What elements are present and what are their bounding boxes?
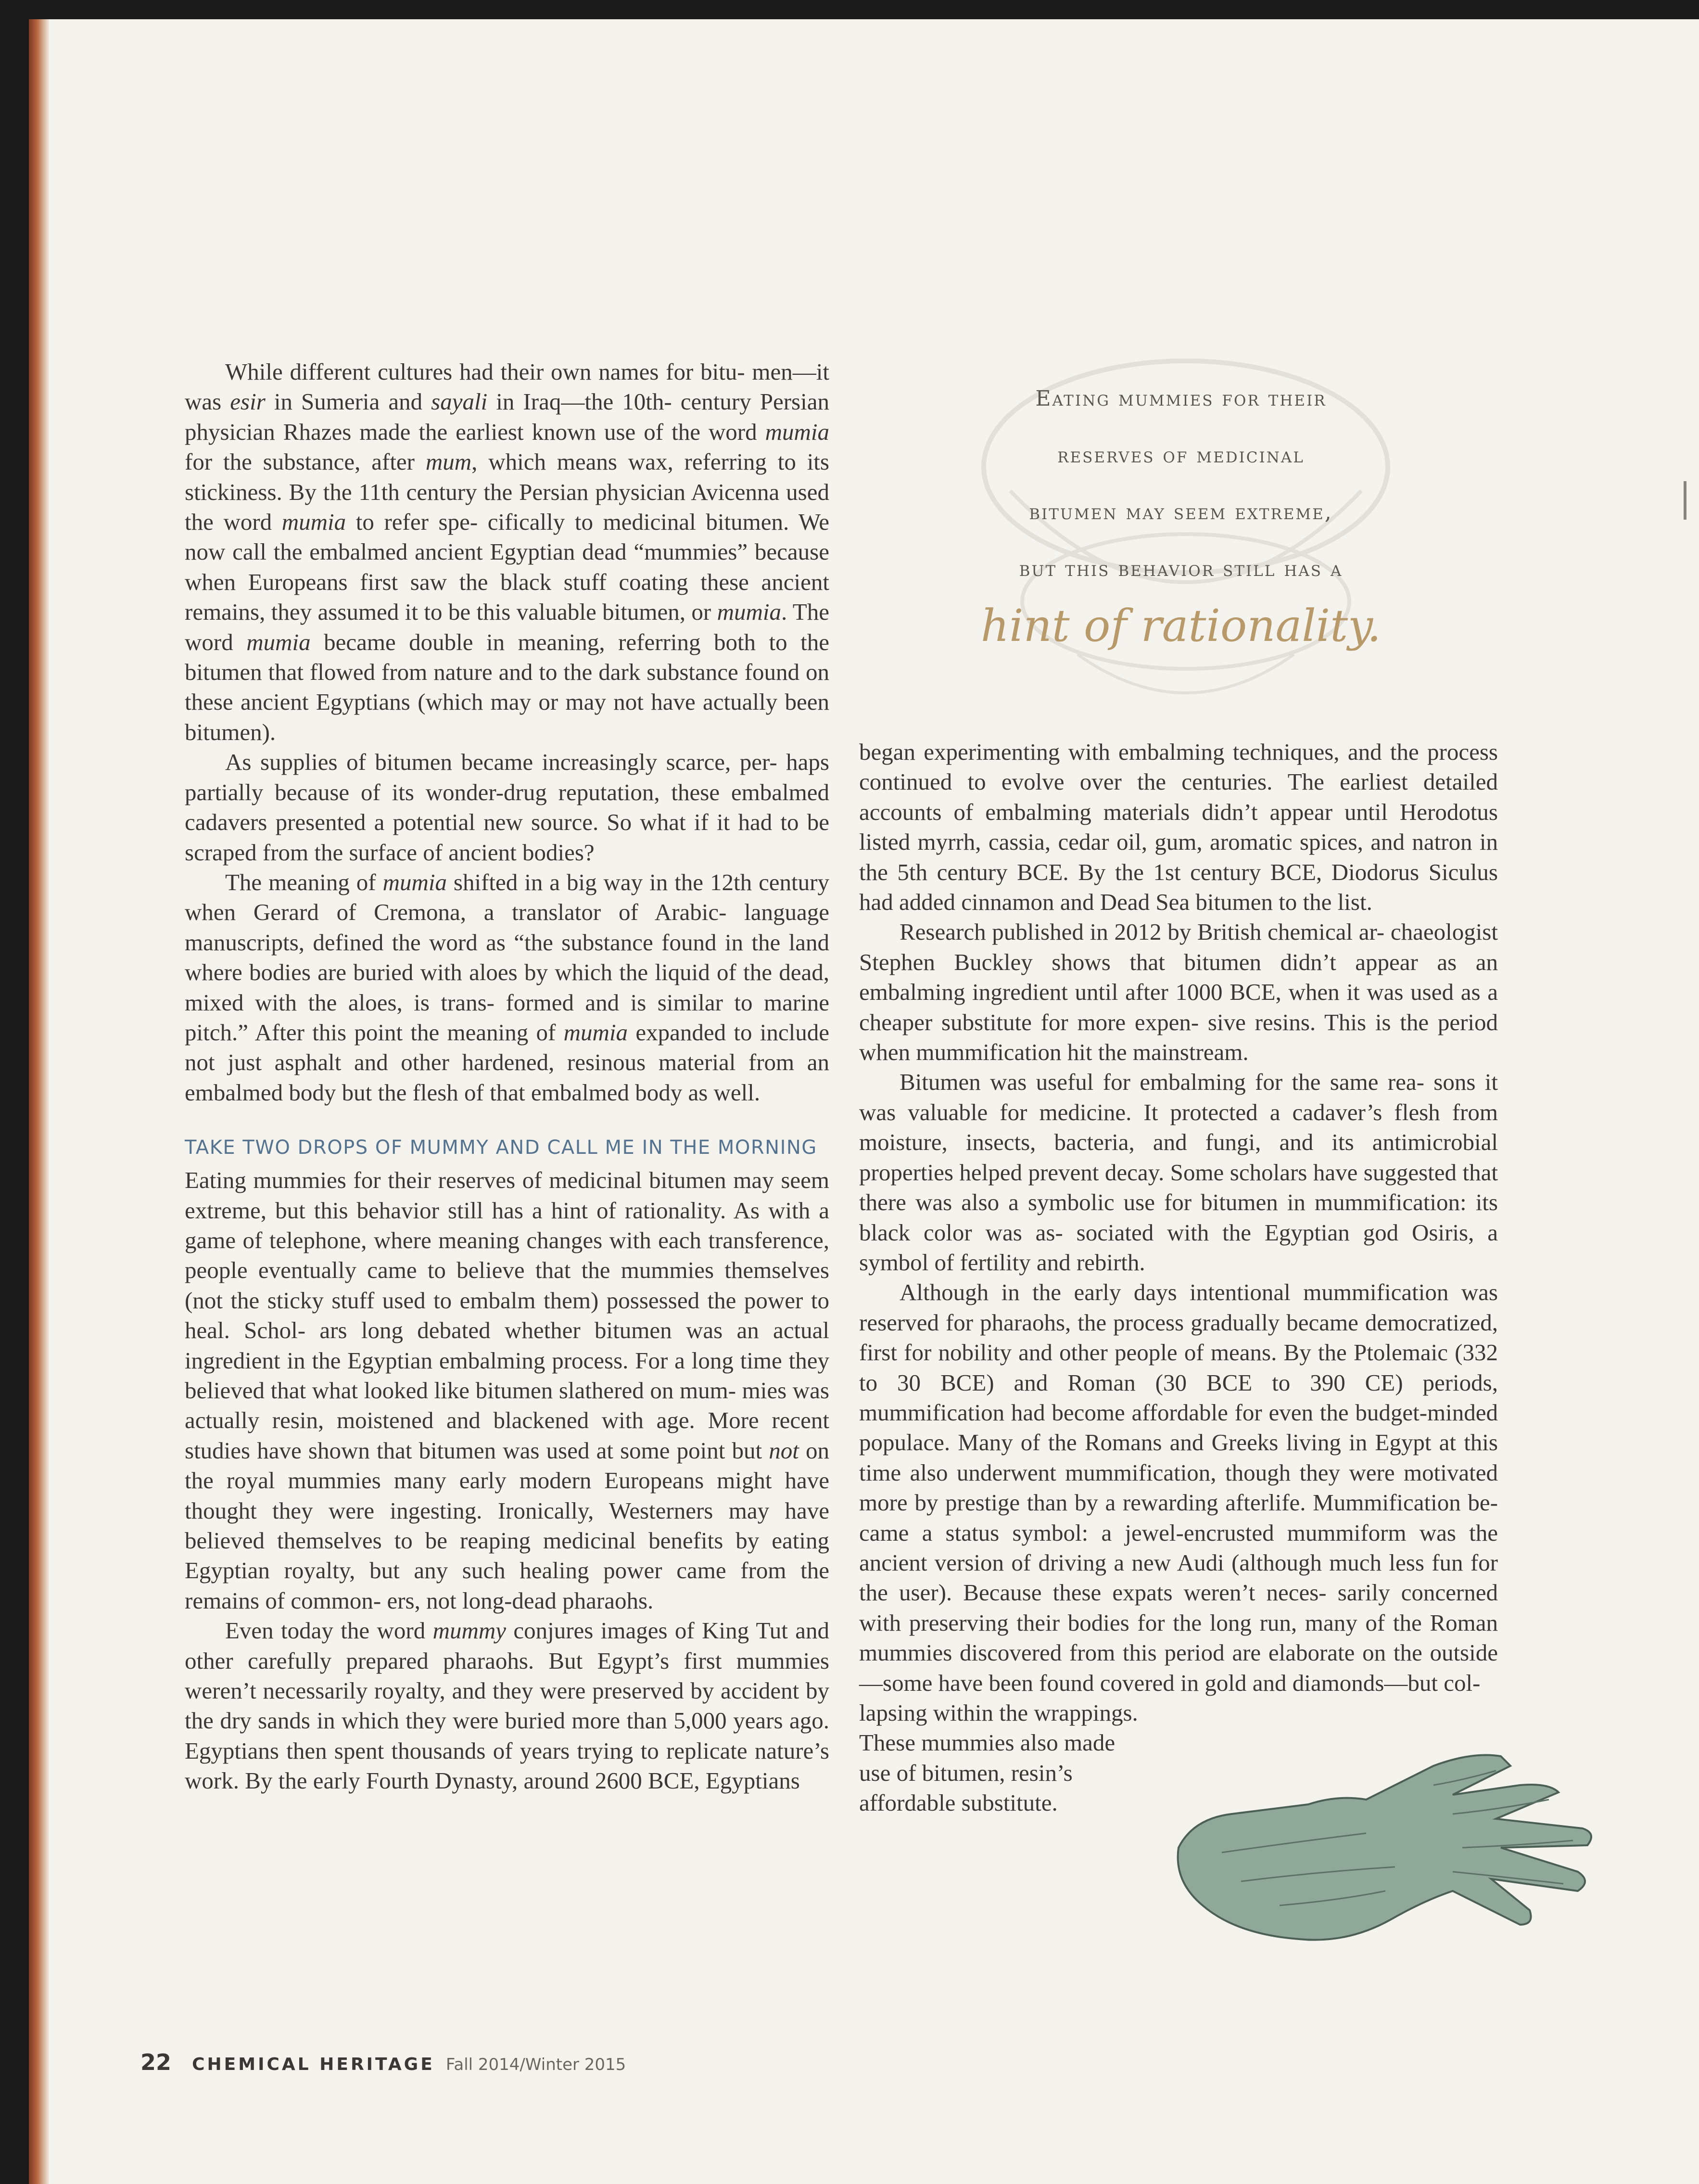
- pull-quote-lines: [885, 370, 1477, 598]
- section-subhead: TAKE TWO DROPS OF MUMMY AND CALL ME IN THE MORNING: [185, 1137, 817, 1159]
- text-line: use of bitumen, resin’s: [859, 1759, 1073, 1786]
- paragraph: Research published in 2012 by British chemical ar- chaeologist Stephen Buckley shows that bitumen didn’t appear as an embalming ingredient until after 1000 BCE, when it was used as a cheaper substitute for more expen- sive resins. This is the period when mummification hit the mainstream.: [859, 919, 1498, 1066]
- page-spine-edge: [29, 19, 49, 2184]
- paragraph: The meaning of mumia shifted in a big way in the 12th century when Gerard of Cremona, a translator of Arabic- language manuscripts, defined the word as “the substance found in the land where bodies are buried with aloes by which the liquid of the dead, mixed with the aloes, is trans- formed and is similar to marine pitch.” After this point the meaning of mumia expanded to include not just asphalt and other hardened, resinous material from an embalmed body but the flesh of that embalmed body as well.: [185, 868, 829, 1106]
- pull-quote-line: Eating mummies for their: [1035, 386, 1327, 411]
- paragraph: Even today the word mummy conjures images of King Tut and other carefully prepared pharaohs. But Egypt’s first mummies weren’t necessarily royalty, and they were preserved by accident by the dry sands in which they were buried more than 5,000 years ago. Egyptians then spent thousands of years trying to replicate nature’s work. By the early Fourth Dynasty, around 2600 BCE, Egyptians: [185, 1617, 829, 1794]
- pull-quote-line: bitumen may seem extreme,: [1029, 500, 1333, 524]
- pull-quote: [885, 370, 1477, 657]
- paragraph: As supplies of bitumen became increasingly scarce, per- haps partially because of its wonder-drug reputation, these embalmed cadavers presented a potential new source. So what if it had to be scraped from the surface of ancient bodies?: [185, 749, 829, 866]
- text-line: These mummies also made: [859, 1729, 1116, 1756]
- left-text-column: [185, 357, 829, 1796]
- page-number: 22: [140, 2049, 172, 2075]
- paragraph: began experimenting with embalming techniques, and the process continued to evolve over the centuries. The earliest detailed accounts of embalming materials didn’t appear until Herodotus listed myrrh, cassia, cedar oil, gum, aromatic spices, and natron in the 5th century BCE. By the 1st century BCE, Diodorus Siculus had added cinnamon and Dead Sea bitumen to the list.: [859, 739, 1498, 916]
- page-edge-mark: [1684, 481, 1686, 520]
- paragraph: Bitumen was useful for embalming for the same rea- sons it was valuable for medicine. It protected a cadaver’s flesh from moisture, insects, bacteria, and fungi, and its antimicrobial properties helped prevent decay. Some scholars have suggested that there was also a symbolic use for bitumen in mummification: its black color was as- sociated with the Egyptian god Osiris, a symbol of fertility and rebirth.: [859, 1069, 1498, 1276]
- right-text-column: [859, 737, 1498, 1818]
- mummified-hand-illustration: [1164, 1747, 1607, 1954]
- paragraph: Eating mummies for their reserves of medicinal bitumen may seem extreme, but this behavior still has a hint of rationality. As with a game of telephone, where meaning changes with each transference, people eventually came to believe that the mummies themselves (not the sticky stuff used to embalm them) possessed the power to heal. Schol- ars long debated whether bitumen was an actual ingredient in the Egyptian embalming process. For a long time they believed that what looked like bitumen slathered on mum- mies was actually resin, moistened and blackened with age. More recent studies have shown that bitumen was used at some point but not on the royal mummies many early modern Europeans might have thought they were ingesting. Ironically, Westerners may have believed themselves to be reaping medicinal benefits by eating Egyptian royalty, but any such healing power came from the remains of common- ers, not long-dead pharaohs.: [185, 1167, 829, 1614]
- pull-quote-line: but this behavior still has a: [1019, 557, 1343, 581]
- paragraph: Although in the early days intentional mummification was reserved for pharaohs, the process gradually became democratized, first for nobility and other people of means. By the Ptolemaic (332 to 30 BCE) and Roman (30 BCE to 390 CE) periods, mummification had become affordable for even the budget-minded populace. Many of the Romans and Greeks living in Egypt at this time also underwent mummification, though they were motivated more by prestige than by a rewarding afterlife. Mummification be- came a status symbol: a jewel-encrusted mummiform was the ancient version of driving a new Audi (although much less fun for the user). Because these expats weren’t neces- sarily concerned with preserving their bodies for the long run, many of the Roman mummies discovered from this period are elaborate on the outside—some have been found covered in gold and diamonds—but col-: [859, 1279, 1498, 1696]
- text-line: lapsing within the wrappings.: [859, 1699, 1138, 1726]
- pull-quote-line: reserves of medicinal: [1057, 443, 1305, 468]
- magazine-name: CHEMICAL HERITAGE: [192, 2055, 435, 2074]
- text-line: affordable substitute.: [859, 1789, 1058, 1816]
- pull-quote-accent: hint of rationality.: [980, 600, 1382, 651]
- paragraph: While different cultures had their own names for bitu- men—it was esir in Sumeria and sayali in Iraq—the 10th- century Persian physician Rhazes made the earliest known use of the word mumia for the substance, after mum, which means wax, referring to its stickiness. By the 11th century the Persian physician Avicenna used the word mumia to refer spe- cifically to medicinal bitumen. We now call the embalmed ancient Egyptian dead “mummies” because when Europeans first saw the black stuff coating these ancient remains, they assumed it to be this valuable bitumen, or mumia. The word mumia became double in meaning, referring both to the bitumen that flowed from nature and to the dark substance found on these ancient Egyptians (which may or may not have actually been bitumen).: [185, 358, 829, 745]
- issue-date: Fall 2014/Winter 2015: [445, 2055, 626, 2074]
- page-footer: [140, 2049, 626, 2075]
